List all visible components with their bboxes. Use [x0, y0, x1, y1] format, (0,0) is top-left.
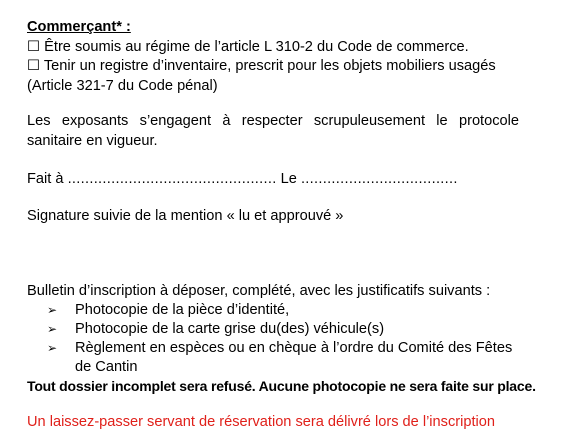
bulletin-intro: Bulletin d’inscription à déposer, complété, avec les justificatifs suivants :	[27, 283, 491, 299]
incomplete-file-warning: Tout dossier incomplet sera refusé. Aucune photocopie ne sera faite sur place.	[27, 378, 536, 394]
date-blank: ....................................	[300, 171, 458, 187]
pass-notice: Un laissez-passer servant de réservation sera délivré lors de l’inscription	[27, 414, 496, 430]
list-item-continued: de Cantin	[75, 359, 138, 375]
arrow-bullet-icon: ➢	[47, 322, 58, 336]
section-heading: Commerçant* :	[27, 19, 131, 35]
checkbox-icon[interactable]: ☐	[27, 39, 41, 55]
list-item: ➢ Photocopie de la pièce d’identité,	[47, 302, 290, 318]
checkbox-icon[interactable]: ☐	[27, 58, 41, 74]
arrow-bullet-icon: ➢	[47, 303, 58, 317]
engagement-text: Les exposants s’engagent à respecter scrupuleusement le protocole	[27, 113, 519, 129]
list-item: ➢ Photocopie de la carte grise du(des) véhicule(s)	[47, 321, 385, 337]
option-text: Être soumis au régime de l’article L 310-2 du Code de commerce.	[44, 39, 469, 55]
engagement-text-continued: sanitaire en vigueur.	[27, 133, 158, 149]
option-row-commerce-code	[27, 37, 469, 57]
place-date-row	[27, 169, 458, 189]
fait-a-label: Fait à	[27, 171, 64, 187]
list-item: ➢ Règlement en espèces ou en chèque à l’ordre du Comité des Fêtes	[47, 340, 513, 356]
arrow-bullet-icon: ➢	[47, 341, 58, 355]
option-text: Tenir un registre d’inventaire, prescrit pour les objets mobiliers usagés	[43, 58, 496, 74]
option-text-continued: (Article 321-7 du Code pénal)	[27, 78, 218, 94]
place-blank: ................................................	[67, 171, 277, 187]
date-label: Le	[280, 171, 297, 187]
signature-instruction: Signature suivie de la mention « lu et approuvé »	[27, 208, 344, 224]
option-row-registry	[27, 56, 496, 76]
